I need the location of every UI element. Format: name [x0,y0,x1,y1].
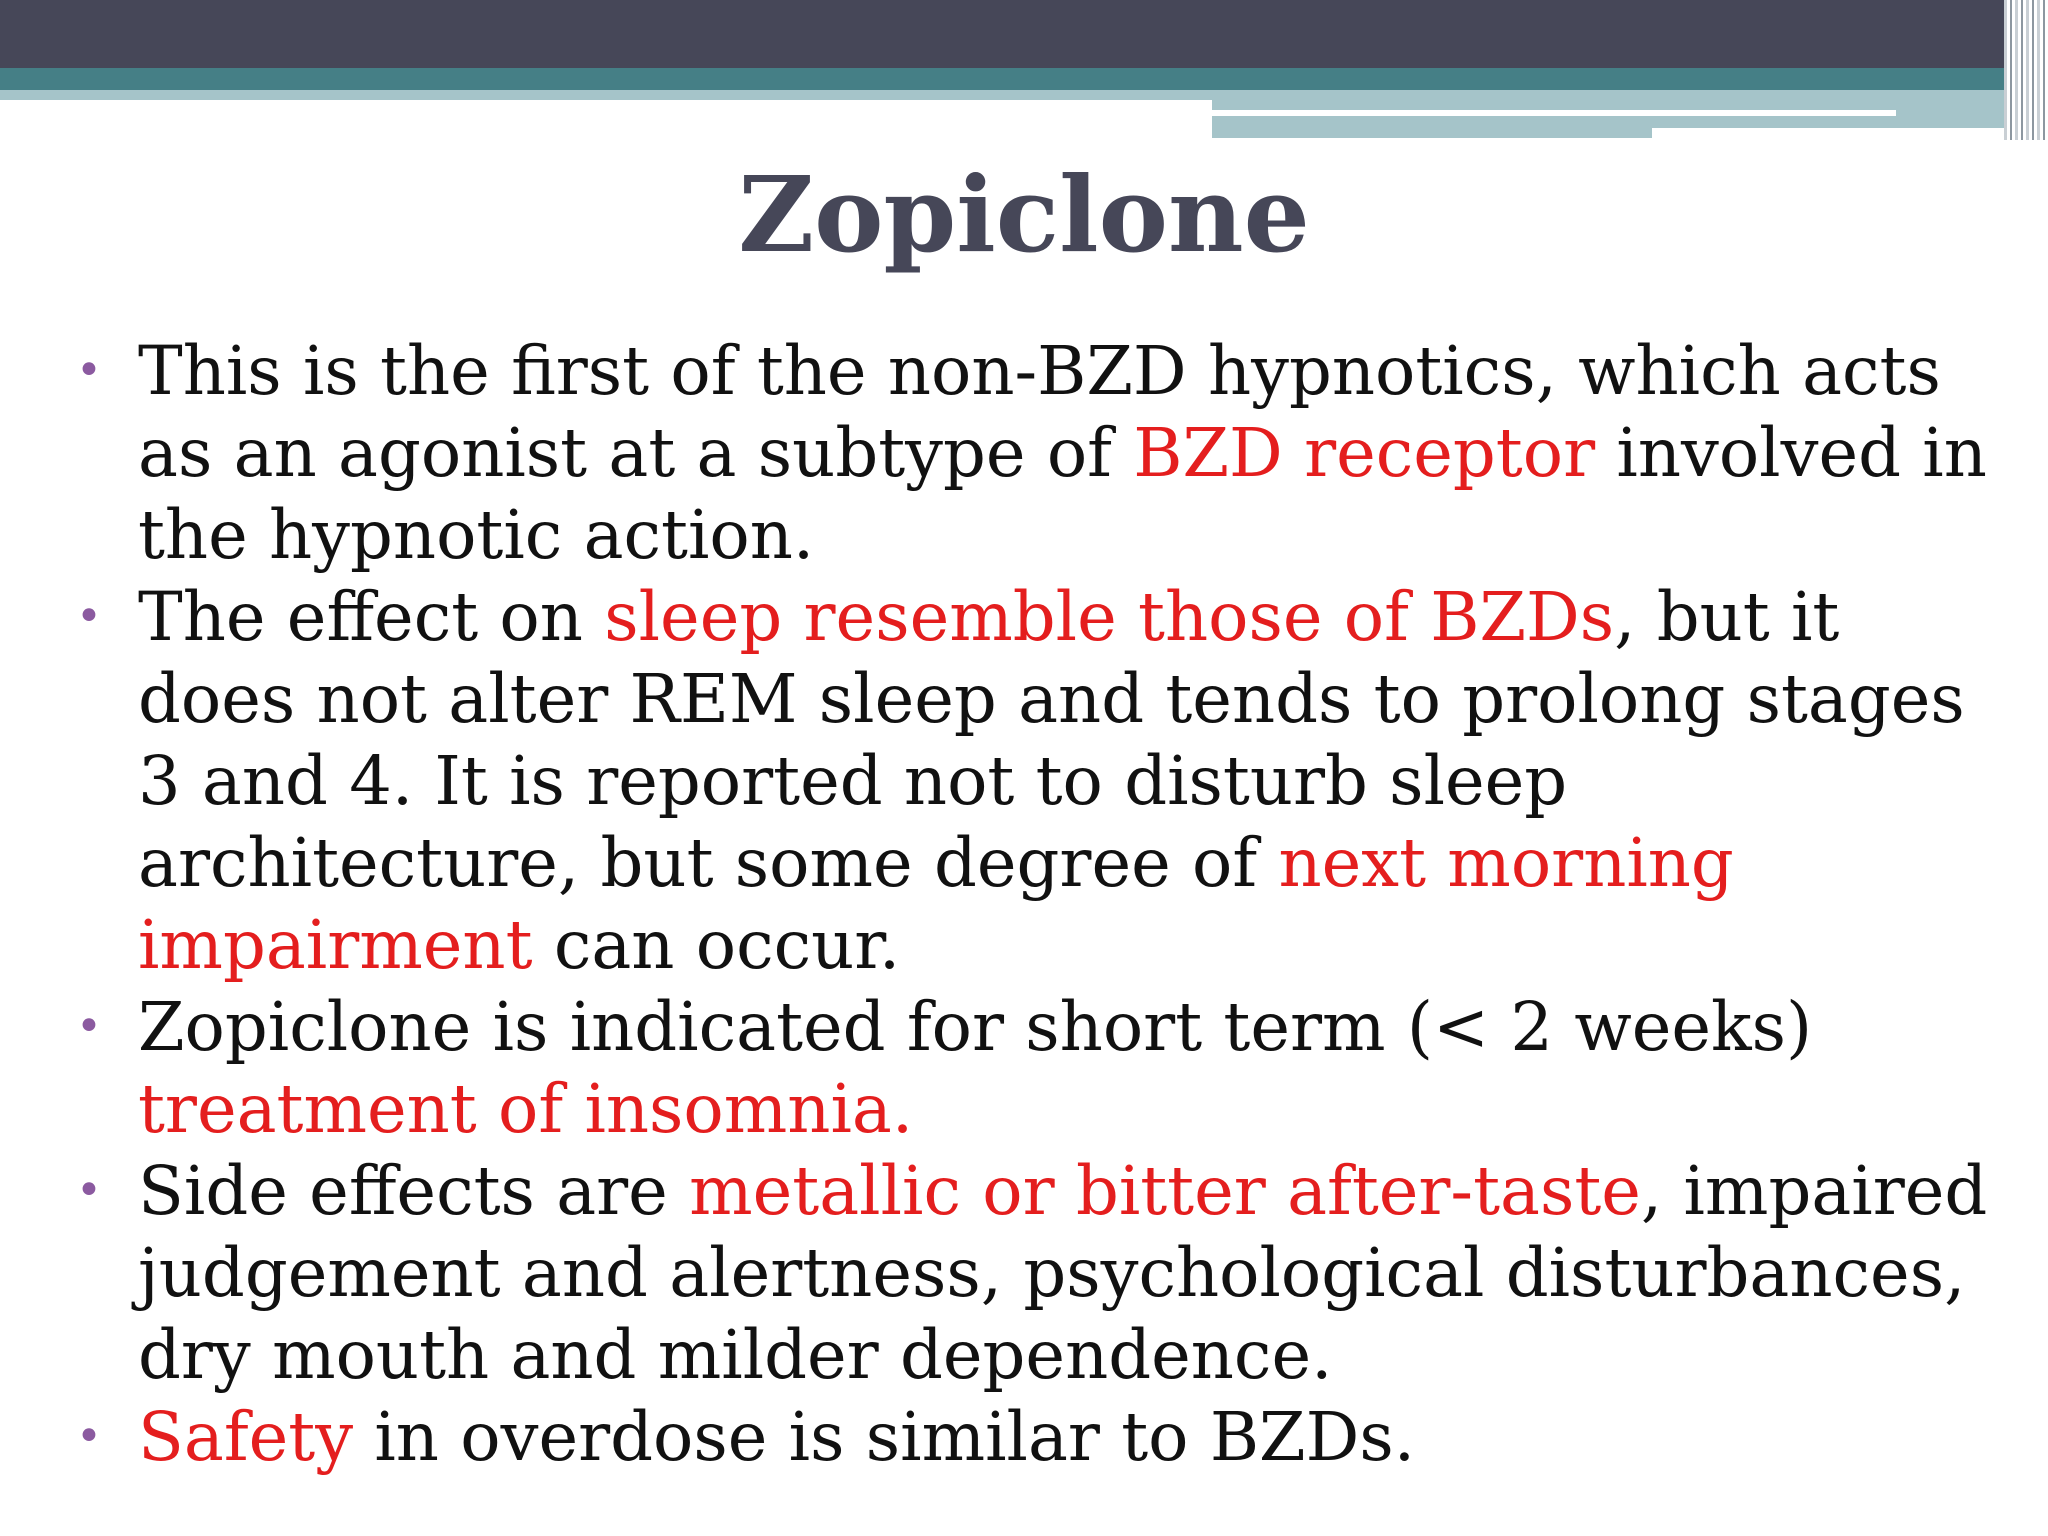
bullet-text: Zopiclone is indicated for short term (< 2 weeks) [138,988,1813,1066]
bullet-dot-icon: • [76,345,102,396]
highlight-text: treatment of insomnia. [138,1070,914,1148]
bullet-item-2 [70,576,2010,986]
corner-stripes [2004,0,2048,140]
highlight-text: metallic or bitter after-taste [689,1152,1641,1230]
bullet-text: , but it does not alter REM sleep and tends to prolong stages 3 and 4. It is reported not to disturb sleep architecture, but some degree of [138,578,1965,902]
bullet-dot-icon: • [76,1411,102,1462]
bullet-text: in overdose is similar to BZDs. [353,1398,1416,1476]
bullet-text: Side effects are [138,1152,690,1230]
bullet-dot-icon: • [76,1165,102,1216]
bullet-text: involved in the hypnotic action. [138,414,1987,574]
bullet-text: The effect on [138,578,605,656]
header-band-light [0,90,1212,100]
bullet-text: , impaired judgement and alertness, psychological disturbances, dry mouth and milder dependence. [138,1152,1988,1394]
header-band-notch [1652,128,2048,138]
bullet-item-1 [70,330,2010,576]
header-band-line [1212,110,1896,116]
header-band-dark [0,0,2048,68]
bullet-dot-icon: • [76,591,102,642]
highlight-text: sleep resemble those of BZDs [604,578,1615,656]
slide-title: Zopiclone [738,153,1310,276]
bullet-list [70,330,2010,1478]
header-band-teal [0,68,2048,90]
highlight-text: next morning impairment [138,824,1734,984]
bullet-dot-icon: • [76,1001,102,1052]
highlight-text: BZD receptor [1133,414,1596,492]
highlight-text: Safety [138,1398,354,1476]
bullet-item-5 [70,1396,2010,1478]
bullet-item-4 [70,1150,2010,1396]
bullet-item-3 [70,986,2010,1150]
bullet-text: This is the first of the non-BZD hypnotics, which acts as an agonist at a subtype of [138,332,1941,492]
bullet-text: can occur. [532,906,901,984]
